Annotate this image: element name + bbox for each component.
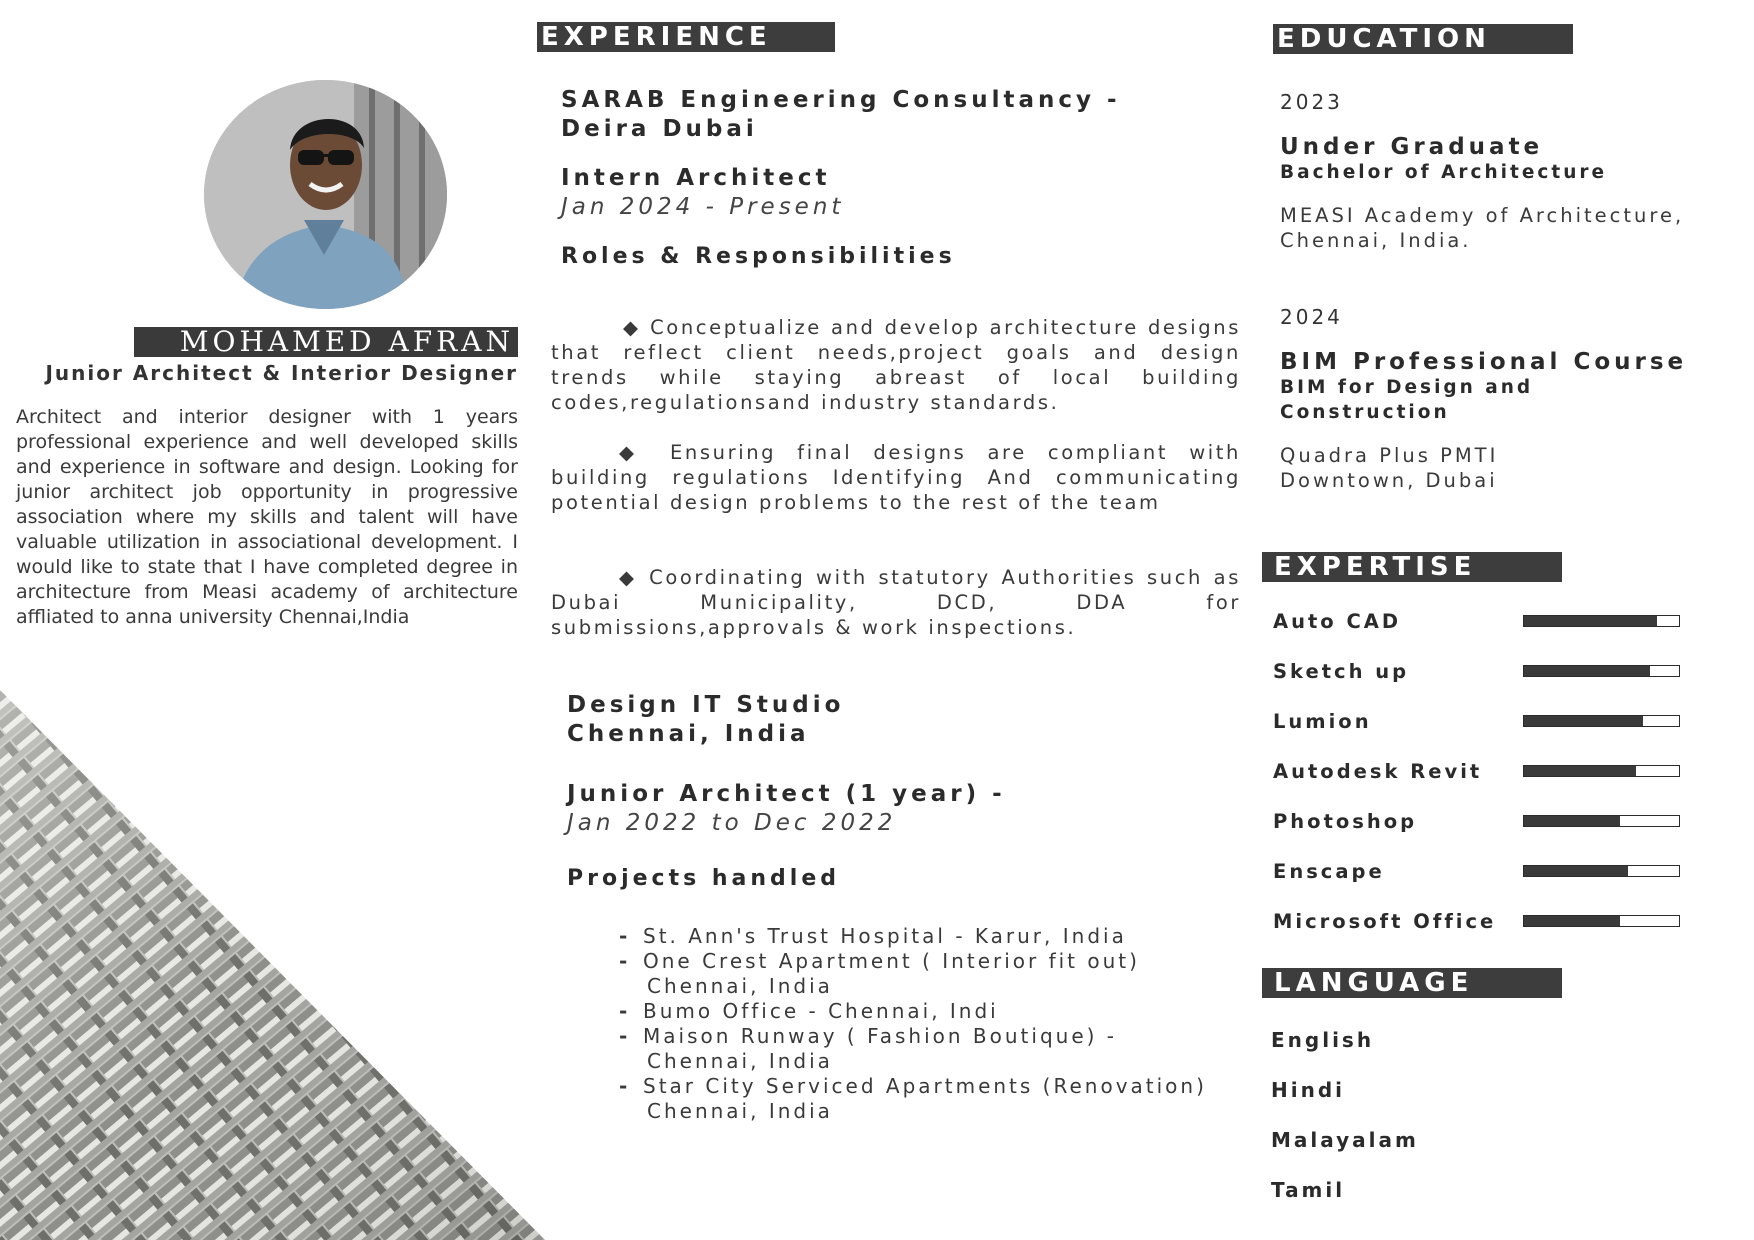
job1-responsibilities-title: Roles & Responsibilities [561,244,956,269]
project-name: Bumo Office - Chennai, Indi [643,999,999,1023]
skill-level-bar [1523,915,1680,927]
education-institution: MEASI Academy of Architecture, Chennai, India. [1280,204,1685,252]
education-detail: BIM for Design and Construction [1280,377,1534,423]
skill-name: Enscape [1273,860,1385,883]
project-name: One Crest Apartment ( Interior fit out) [643,949,1140,973]
skill-level-bar [1523,815,1680,827]
job1-company-line2: Deira Dubai [561,116,758,142]
education-institution: Quadra Plus PMTI Downtown, Dubai [1280,444,1499,492]
language-item: Tamil [1271,1178,1346,1202]
skill-name: Sketch up [1273,660,1410,683]
language-list [1271,1028,1571,1228]
job-design-it [567,691,1227,891]
project-name: St. Ann's Trust Hospital - Karur, India [643,924,1127,948]
education-item [1280,305,1700,493]
skill-level-fill [1524,866,1628,876]
project-item [619,999,1239,1024]
language-item: Malayalam [1271,1128,1419,1152]
skill-name: Auto CAD [1273,610,1402,633]
responsibility-item: ◆ Ensuring final designs are compliant with building regulations Identifying And communicating potential design problems to the rest of the team [551,441,1241,514]
skill-level-bar [1523,765,1680,777]
profile-photo [204,80,447,309]
skill-row [1273,660,1683,690]
job2-role: Junior Architect (1 year) - [567,781,1006,807]
education-year: 2023 [1280,90,1343,114]
candidate-title: Junior Architect & Interior Designer [45,361,518,385]
project-name: Star City Serviced Apartments (Renovation) [643,1074,1207,1098]
job2-projects-title: Projects handled [567,866,840,891]
skill-row [1273,860,1683,890]
skill-name: Microsoft Office [1273,910,1497,933]
skill-level-bar [1523,615,1680,627]
skill-row [1273,710,1683,740]
job1-company-line1: SARAB Engineering Consultancy - [561,87,1121,113]
skill-level-fill [1524,716,1643,726]
language-heading: LANGUAGE [1262,968,1562,998]
dash-bullet: - [619,949,631,973]
project-name: Maison Runway ( Fashion Boutique) - [643,1024,1118,1048]
skill-level-bar [1523,715,1680,727]
skill-level-bar [1523,865,1680,877]
skill-name: Photoshop [1273,810,1418,833]
language-item: Hindi [1271,1078,1346,1102]
education-detail: Bachelor of Architecture [1280,162,1608,183]
education-item [1280,90,1700,253]
project-item [619,1074,1239,1124]
project-item [619,1024,1239,1074]
project-location: Chennai, India [647,974,833,998]
job1-dates: Jan 2024 - Present [561,194,845,220]
skill-level-fill [1524,616,1657,626]
job-sarab [561,86,1241,269]
candidate-name: MOHAMED AFRAN [134,327,518,357]
dash-bullet: - [619,999,631,1023]
project-list [619,924,1239,1124]
skill-level-fill [1524,916,1620,926]
skill-level-fill [1524,816,1620,826]
dash-bullet: - [619,1024,631,1048]
person-photo-icon [204,80,447,309]
skill-name: Autodesk Revit [1273,760,1483,783]
project-item [619,949,1239,999]
education-degree: BIM Professional Course [1280,349,1688,375]
skill-row [1273,810,1683,840]
skill-level-fill [1524,666,1650,676]
skill-row [1273,610,1683,640]
profile-summary: Architect and interior designer with 1 years professional experience and well developed skills and experience in software and design. Looking for junior architect job opportunity in progressive association where my skills and talent will have valuable utilization in associational development. I would like to state that I have completed degree in architecture from Measi academy of architecture affliated to anna university Chennai,India [16,406,518,628]
skill-level-fill [1524,766,1636,776]
job2-dates: Jan 2022 to Dec 2022 [567,810,897,836]
project-item [619,924,1239,949]
education-heading: EDUCATION [1273,24,1573,54]
skill-row [1273,760,1683,790]
education-degree: Under Graduate [1280,134,1544,160]
dash-bullet: - [619,924,631,948]
job1-role: Intern Architect [561,165,831,191]
experience-heading: EXPERIENCE [537,22,835,52]
skill-name: Lumion [1273,710,1372,733]
education-year: 2024 [1280,305,1343,329]
job2-company-line1: Design IT Studio [567,692,845,718]
job2-company-line2: Chennai, India [567,721,810,747]
responsibility-item: ◆ Coordinating with statutory Authorities such as Dubai Municipality, DCD, DDA for submissions,approvals & work inspections. [551,566,1241,639]
project-location: Chennai, India [647,1049,833,1073]
language-item: English [1271,1028,1375,1052]
project-location: Chennai, India [647,1099,833,1123]
responsibility-item: ◆ Conceptualize and develop architecture designs that reflect client needs,project goals and design trends while staying abreast of local building codes,regulationsand industry standards. [551,316,1241,414]
dash-bullet: - [619,1074,631,1098]
skill-row [1273,910,1683,940]
expertise-heading: EXPERTISE [1262,552,1562,582]
skill-level-bar [1523,665,1680,677]
